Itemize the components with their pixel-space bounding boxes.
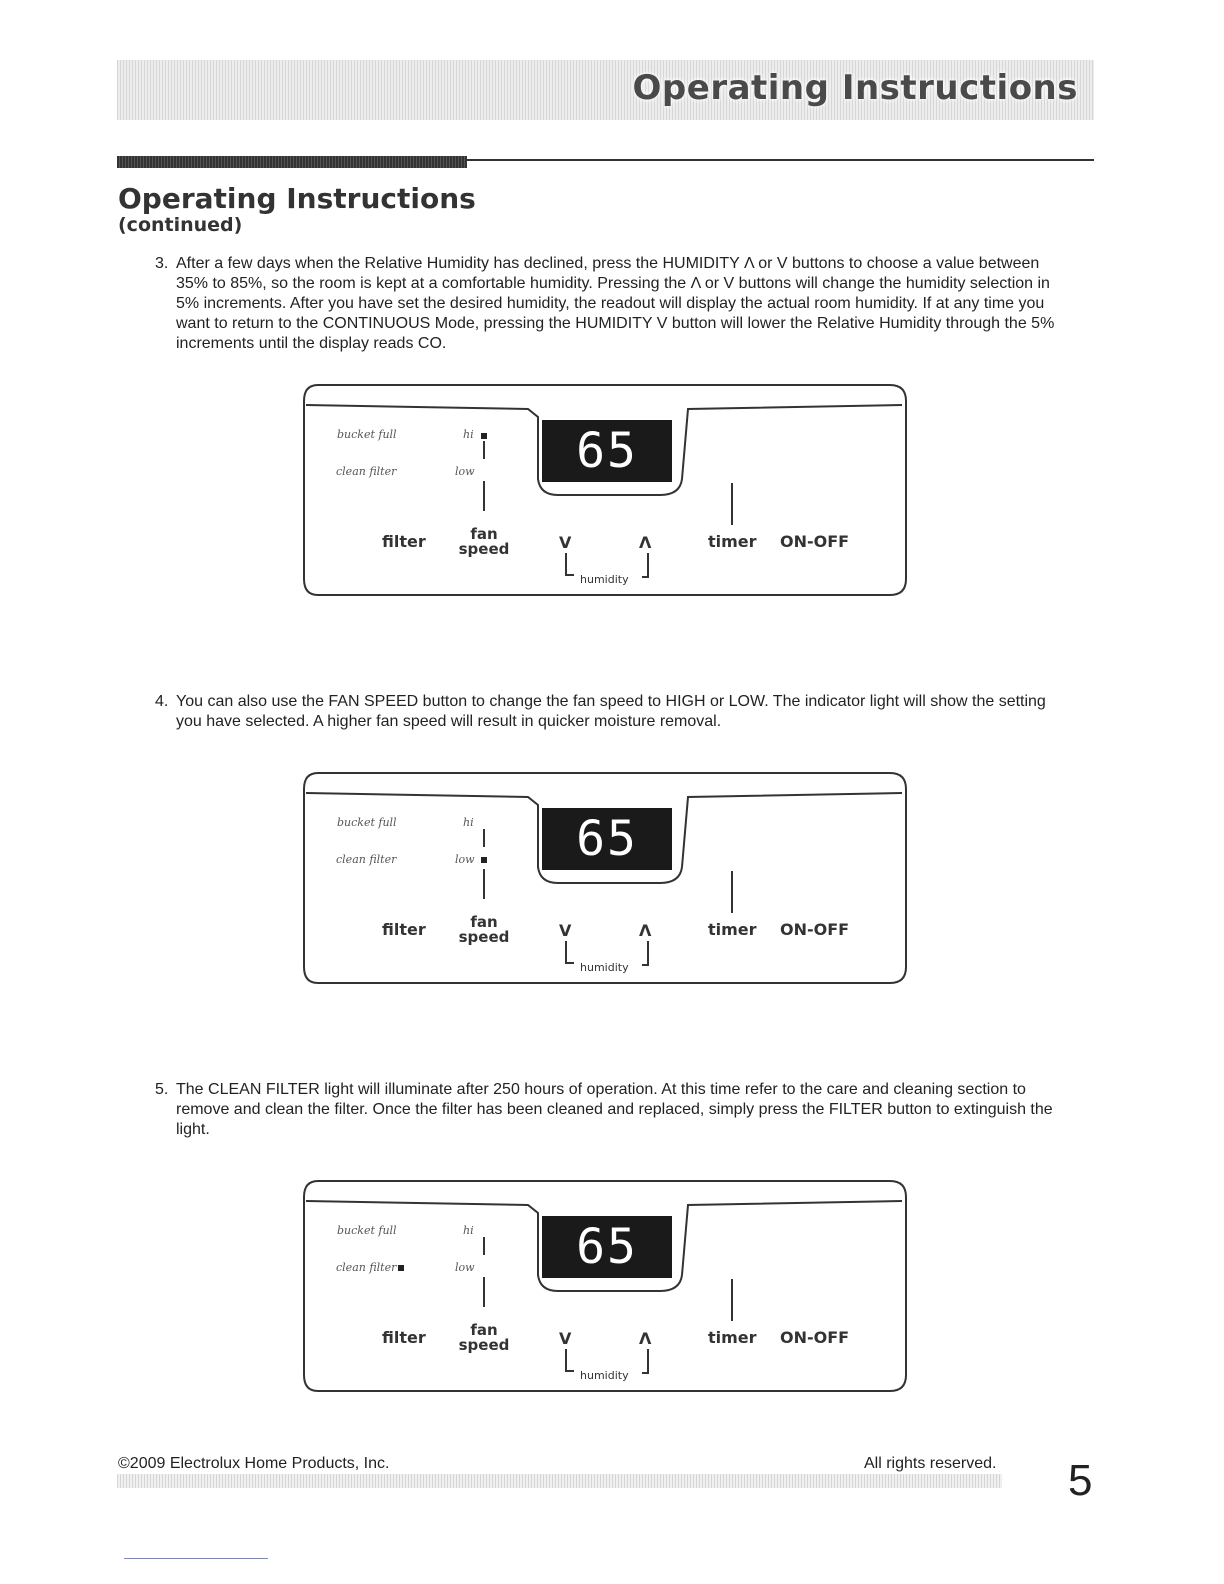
step-5: [155, 1080, 1055, 1140]
clean-filter-label: clean filter: [336, 465, 397, 478]
header-banner: [117, 60, 1094, 120]
panel-outline: [300, 383, 910, 603]
bucket-full-label: bucket full: [337, 816, 397, 829]
filter-button[interactable]: filter: [382, 920, 426, 939]
fan-label: fan: [470, 1321, 498, 1339]
speed-label: speed: [458, 540, 510, 558]
humidity-label: humidity: [580, 1369, 629, 1382]
section-title: Operating Instructions: [118, 182, 476, 215]
low-indicator-light: [481, 857, 487, 863]
fan-low-label: low: [455, 1261, 475, 1274]
banner-title: Operating Instructions: [632, 68, 1078, 108]
step-text: The CLEAN FILTER light will illuminate after 250 hours of operation. At this time refer to the care and cleaning section to remove and clean the filter. Once the filter has been cleaned and replaced, simply press the FILTER button to extinguish the light.: [176, 1081, 1053, 1138]
fan-speed-button[interactable]: [458, 1323, 510, 1353]
panel-outline: [300, 1179, 910, 1399]
control-panel-3: [300, 1179, 910, 1399]
control-panel-1: [300, 383, 910, 603]
timer-button[interactable]: timer: [708, 920, 757, 939]
fan-label: fan: [470, 913, 498, 931]
footer-bar: [117, 1474, 1002, 1488]
humidity-up-button[interactable]: Λ: [639, 533, 652, 552]
humidity-down-button[interactable]: V: [559, 1329, 572, 1348]
timer-button[interactable]: timer: [708, 1328, 757, 1347]
fan-hi-label: hi: [463, 1224, 474, 1237]
clean-filter-indicator-light: [398, 1265, 404, 1271]
footer-copyright: ©2009 Electrolux Home Products, Inc.: [118, 1455, 390, 1472]
bucket-full-label: bucket full: [337, 428, 397, 441]
humidity-up-button[interactable]: Λ: [639, 1329, 652, 1348]
step-number: 3.: [155, 255, 169, 272]
on-off-button[interactable]: ON-OFF: [780, 1328, 850, 1347]
step-number: 5.: [155, 1081, 169, 1098]
control-panel-2: [300, 771, 910, 991]
footer-rights: All rights reserved.: [864, 1455, 997, 1472]
hi-indicator-light: [481, 433, 487, 439]
on-off-button[interactable]: ON-OFF: [780, 532, 850, 551]
step-text: You can also use the FAN SPEED button to change the fan speed to HIGH or LOW. The indicator light will show the setting you have selected. A higher fan speed will result in quicker moisture removal.: [176, 693, 1046, 730]
bottom-link-underline: [124, 1558, 268, 1559]
speed-label: speed: [458, 1336, 510, 1354]
humidity-label: humidity: [580, 573, 629, 586]
step-number: 4.: [155, 693, 169, 710]
fan-low-label: low: [455, 853, 475, 866]
filter-button[interactable]: filter: [382, 532, 426, 551]
fan-hi-label: hi: [463, 428, 474, 441]
speed-label: speed: [458, 928, 510, 946]
page-number: 5: [1068, 1456, 1093, 1505]
bucket-full-label: bucket full: [337, 1224, 397, 1237]
section-subtitle: (continued): [118, 214, 243, 236]
humidity-label: humidity: [580, 961, 629, 974]
humidity-display: 65: [542, 420, 672, 482]
fan-label: fan: [470, 525, 498, 543]
on-off-button[interactable]: ON-OFF: [780, 920, 850, 939]
fan-hi-label: hi: [463, 816, 474, 829]
filter-button[interactable]: filter: [382, 1328, 426, 1347]
fan-speed-button[interactable]: [458, 915, 510, 945]
step-text: After a few days when the Relative Humidity has declined, press the HUMIDITY Λ or V buttons to choose a value between 35% to 85%, so the room is kept at a comfortable humidity. Pressing the Λ or V buttons will change the humidity selection in 5% increments. After you have set the desired humidity, the readout will display the actual room humidity. If at any time you want to return to the CONTINUOUS Mode, pressing the HUMIDITY V button will lower the Relative Humidity through the 5% increments until the display reads CO.: [176, 255, 1055, 352]
clean-filter-label: clean filter: [336, 1261, 397, 1274]
divider-accent: [117, 156, 467, 168]
humidity-display: 65: [542, 1216, 672, 1278]
step-4: [155, 692, 1055, 732]
panel-outline: [300, 771, 910, 991]
humidity-down-button[interactable]: V: [559, 533, 572, 552]
humidity-up-button[interactable]: Λ: [639, 921, 652, 940]
clean-filter-label: clean filter: [336, 853, 397, 866]
humidity-down-button[interactable]: V: [559, 921, 572, 940]
step-3: [155, 254, 1055, 354]
fan-speed-button[interactable]: [458, 527, 510, 557]
fan-low-label: low: [455, 465, 475, 478]
timer-button[interactable]: timer: [708, 532, 757, 551]
humidity-display: 65: [542, 808, 672, 870]
